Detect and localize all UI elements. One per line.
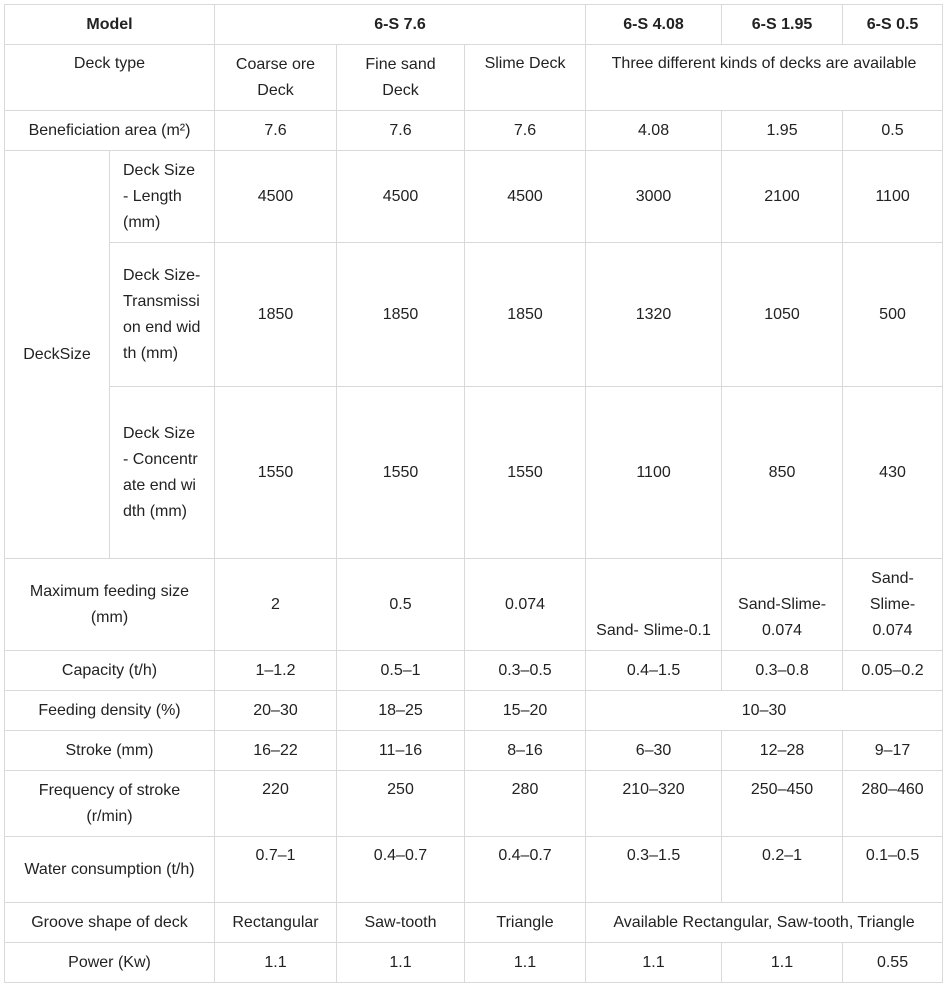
table-cell: 0.4–0.7	[465, 837, 586, 903]
table-cell: 500	[843, 243, 943, 387]
deck-length-row	[5, 151, 943, 243]
table-cell: 1850	[465, 243, 586, 387]
model-6s-0-5: 6-S 0.5	[843, 5, 943, 45]
table-cell: 0.3–0.8	[722, 651, 843, 691]
table-cell: Triangle	[465, 903, 586, 943]
table-cell: 7.6	[465, 111, 586, 151]
row-label: Feeding density (%)	[5, 691, 215, 731]
table-cell: 1550	[465, 387, 586, 559]
water-row	[5, 837, 943, 903]
table-cell: 1320	[586, 243, 722, 387]
row-label: Deck Size-Transmission end width (mm)	[110, 243, 215, 387]
table-cell: 9–17	[843, 731, 943, 771]
table-cell: 11–16	[337, 731, 465, 771]
table-cell: 4500	[465, 151, 586, 243]
table-cell: 0.55	[843, 943, 943, 983]
table-cell: Fine sand Deck	[337, 45, 465, 111]
table-cell: Three different kinds of decks are available	[586, 45, 943, 111]
table-cell: 1100	[843, 151, 943, 243]
table-cell: 20–30	[215, 691, 337, 731]
table-cell: 8–16	[465, 731, 586, 771]
table-cell: 850	[722, 387, 843, 559]
table-cell: Sand-Slime-0.074	[843, 559, 943, 651]
table-cell: 250–450	[722, 771, 843, 837]
row-label: Deck type	[5, 45, 215, 111]
table-cell: 4500	[337, 151, 465, 243]
table-cell: Saw-tooth	[337, 903, 465, 943]
table-cell: 0.3–0.5	[465, 651, 586, 691]
table-cell: 0.4–1.5	[586, 651, 722, 691]
table-cell: 1.1	[586, 943, 722, 983]
table-cell: 250	[337, 771, 465, 837]
table-cell: 7.6	[215, 111, 337, 151]
model-6s-7-6: 6-S 7.6	[215, 5, 586, 45]
table-cell: 1550	[337, 387, 465, 559]
row-label: Frequency of stroke (r/min)	[5, 771, 215, 837]
table-cell: 0.5	[337, 559, 465, 651]
table-cell: 280	[465, 771, 586, 837]
table-cell: 1100	[586, 387, 722, 559]
header-row	[5, 5, 943, 45]
table-cell: 1050	[722, 243, 843, 387]
table-cell: 1.95	[722, 111, 843, 151]
deck-type-row	[5, 45, 943, 111]
table-cell: 0.4–0.7	[337, 837, 465, 903]
deck-size-group-label: DeckSize	[5, 151, 110, 559]
table-cell: 4500	[215, 151, 337, 243]
table-cell: 0.074	[465, 559, 586, 651]
deck-transmission-width-row	[5, 243, 943, 387]
table-cell: 0.5–1	[337, 651, 465, 691]
table-cell: Slime Deck	[465, 45, 586, 111]
model-label: Model	[5, 5, 215, 45]
groove-row	[5, 903, 943, 943]
table-cell: 0.5	[843, 111, 943, 151]
row-label: Maximum feeding size (mm)	[5, 559, 215, 651]
table-cell: Sand- Slime-0.1	[586, 559, 722, 651]
table-cell: 1.1	[722, 943, 843, 983]
table-cell: 0.2–1	[722, 837, 843, 903]
frequency-row	[5, 771, 943, 837]
table-cell: 6–30	[586, 731, 722, 771]
table-cell: 0.05–0.2	[843, 651, 943, 691]
power-row	[5, 943, 943, 983]
model-6s-4-08: 6-S 4.08	[586, 5, 722, 45]
row-label: Water consumption (t/h)	[5, 837, 215, 903]
specs-table	[4, 4, 943, 983]
table-cell: 7.6	[337, 111, 465, 151]
table-cell: 1550	[215, 387, 337, 559]
capacity-row	[5, 651, 943, 691]
table-cell: Rectangular	[215, 903, 337, 943]
table-cell: 3000	[586, 151, 722, 243]
table-cell: Available Rectangular, Saw-tooth, Triangle	[586, 903, 943, 943]
row-label: Power (Kw)	[5, 943, 215, 983]
row-label: Beneficiation area (m²)	[5, 111, 215, 151]
table-cell: 210–320	[586, 771, 722, 837]
table-cell: 0.3–1.5	[586, 837, 722, 903]
table-cell: 2100	[722, 151, 843, 243]
table-cell: 0.7–1	[215, 837, 337, 903]
table-cell: 15–20	[465, 691, 586, 731]
row-label: Deck Size - Length (mm)	[110, 151, 215, 243]
table-cell: 16–22	[215, 731, 337, 771]
table-cell: 12–28	[722, 731, 843, 771]
table-cell: 2	[215, 559, 337, 651]
row-label: Groove shape of deck	[5, 903, 215, 943]
table-cell: 1850	[215, 243, 337, 387]
table-cell: 1850	[337, 243, 465, 387]
table-cell: 1.1	[215, 943, 337, 983]
model-6s-1-95: 6-S 1.95	[722, 5, 843, 45]
table-cell: 4.08	[586, 111, 722, 151]
feed-density-row	[5, 691, 943, 731]
table-cell: 0.1–0.5	[843, 837, 943, 903]
table-cell: Sand-Slime-0.074	[722, 559, 843, 651]
stroke-row	[5, 731, 943, 771]
row-label: Stroke (mm)	[5, 731, 215, 771]
table-cell: 280–460	[843, 771, 943, 837]
table-cell: 1.1	[465, 943, 586, 983]
deck-concentrate-width-row	[5, 387, 943, 559]
max-feed-row	[5, 559, 943, 651]
table-cell: 1.1	[337, 943, 465, 983]
table-cell: Coarse ore Deck	[215, 45, 337, 111]
table-cell: 10–30	[586, 691, 943, 731]
table-cell: 1–1.2	[215, 651, 337, 691]
table-cell: 430	[843, 387, 943, 559]
row-label: Capacity (t/h)	[5, 651, 215, 691]
table-cell: 220	[215, 771, 337, 837]
row-label: Deck Size - Concentrate end width (mm)	[110, 387, 215, 559]
beneficiation-row	[5, 111, 943, 151]
table-cell: 18–25	[337, 691, 465, 731]
